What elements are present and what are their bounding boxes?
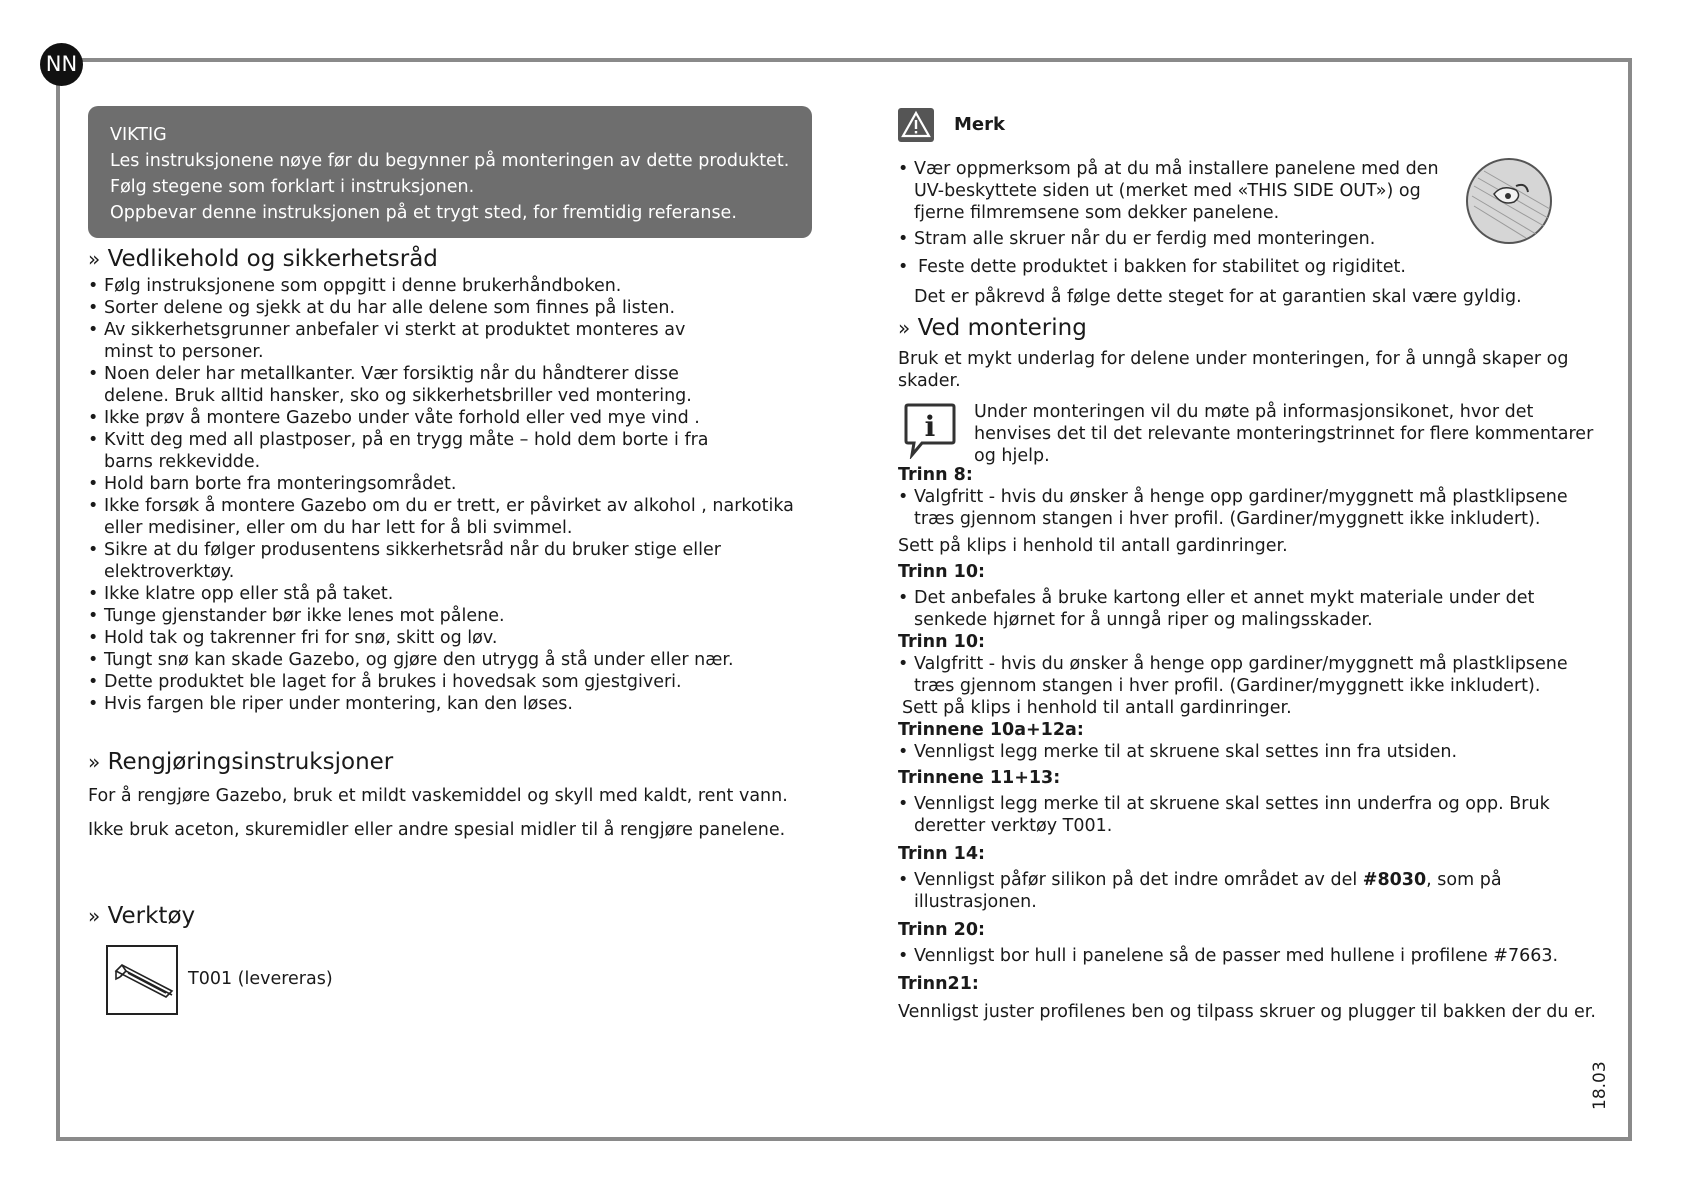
tool-t001-icon xyxy=(106,945,178,1015)
list-item: • Vennligst bor hull i panelene så de passer med hullene i profilene #7663. xyxy=(898,945,1598,967)
list-item: • Ikke forsøk å montere Gazebo om du er trett, er påvirket av alkohol , narkotika eller medisiner, eller om du har lett for å bli svimmel. xyxy=(88,495,823,539)
step-heading: Trinn21: xyxy=(898,974,979,994)
assembly-title: » Ved montering xyxy=(898,315,1087,341)
important-line: Følg stegene som forklart i instruksjonen. xyxy=(110,177,475,197)
assembly-intro: Bruk et mykt underlag for delene under monteringen, for å unngå skaper og skader. xyxy=(898,349,1569,391)
list-item: • Tunge gjenstander bør ikke lenes mot pålene. xyxy=(88,605,823,627)
note-extra: Det er påkrevd å følge dette steget for at garantien skal være gyldig. xyxy=(914,287,1522,307)
version-number: 18.03 xyxy=(1590,1061,1610,1110)
step-note: Vennligst juster profilenes ben og tilpass skruer og plugger til bakken der du er. xyxy=(898,1002,1596,1022)
maintenance-list xyxy=(88,275,823,715)
list-item: • Noen deler har metallkanter. Vær forsiktig når du håndterer disse delene. Bruk alltid hansker, sko og sikkerhetsbriller ved montering. xyxy=(88,363,744,407)
list-item: • Feste dette produktet i bakken for stabilitet og rigiditet. xyxy=(898,256,1598,278)
list-item: • Følg instruksjonene som oppgitt i denne brukerhåndboken. xyxy=(88,275,823,297)
info-text: Under monteringen vil du møte på informasjonsikonet, hvor det henvises det til det relevante monteringstrinnet for flere kommentarer og hjelp. xyxy=(974,402,1594,466)
list-item: • Sikre at du følger produsentens sikkerhetsråd når du bruker stige eller elektroverktøy. xyxy=(88,539,744,583)
maintenance-title: » Vedlikehold og sikkerhetsråd xyxy=(88,246,438,272)
step-heading: Trinn 10: xyxy=(898,562,986,582)
language-badge: NN xyxy=(40,43,83,86)
list-item: • Hold barn borte fra monteringsområdet. xyxy=(88,473,823,495)
list-item: • Valgfritt - hvis du ønsker å henge opp gardiner/myggnett må plastklipsene træs gjennom stangen i hver profil. (Gardiner/myggnett ikke inkludert). xyxy=(898,486,1598,530)
step-heading: Trinnene 11+13: xyxy=(898,768,1061,788)
step-note: Sett på klips i henhold til antall gardinringer. xyxy=(898,536,1288,556)
list-item: • Tungt snø kan skade Gazebo, og gjøre den utrygg å stå under eller nær. xyxy=(88,649,823,671)
cleaning-paragraph: Ikke bruk aceton, skuremidler eller andre spesial midler til å rengjøre panelene. xyxy=(88,820,786,840)
svg-text:i: i xyxy=(924,410,936,443)
note-first-item xyxy=(898,158,1458,224)
note-list xyxy=(898,228,1598,278)
step-heading: Trinn 10: xyxy=(898,632,986,652)
important-line: Oppbevar denne instruksjonen på et trygt sted, for fremtidig referanse. xyxy=(110,203,737,223)
cleaning-title: » Rengjøringsinstruksjoner xyxy=(88,749,394,775)
warning-icon xyxy=(898,108,934,142)
step-heading: Trinn 14: xyxy=(898,844,986,864)
list-item: • Sorter delene og sjekk at du har alle delene som finnes på listen. xyxy=(88,297,823,319)
step-heading: Trinn 20: xyxy=(898,920,986,940)
list-item: • Ikke klatre opp eller stå på taket. xyxy=(88,583,823,605)
step-heading: Trinnene 10a+12a: xyxy=(898,720,1084,740)
list-item: • Stram alle skruer når du er ferdig med monteringen. xyxy=(898,228,1598,250)
list-item: • Det anbefales å bruke kartong eller et annet mykt materiale under det senkede hjørnet for å unngå riper og malingsskader. xyxy=(898,587,1598,631)
list-item: • Kvitt deg med all plastposer, på en trygg måte – hold dem borte i fra barns rekkevidde. xyxy=(88,429,754,473)
list-item: • Hvis fargen ble riper under montering, kan den løses. xyxy=(88,693,823,715)
list-item: • Valgfritt - hvis du ønsker å henge opp gardiner/myggnett må plastklipsene træs gjennom stangen i hver profil. (Gardiner/myggnett ikke inkludert). xyxy=(898,653,1598,697)
step-note: Sett på klips i henhold til antall gardinringer. xyxy=(902,698,1292,718)
part-number: #8030 xyxy=(1362,870,1427,890)
list-item: • Av sikkerhetsgrunner anbefaler vi sterkt at produktet monteres av minst to personer. xyxy=(88,319,734,363)
list-item: • Vennligst legg merke til at skruene skal settes inn underfra og opp. Bruk deretter verktøy T001. xyxy=(898,793,1598,837)
steps-section xyxy=(898,464,1598,1023)
list-item: • Vennligst legg merke til at skruene skal settes inn fra utsiden. xyxy=(898,741,1598,763)
important-box xyxy=(88,106,812,238)
list-item: • Vær oppmerksom på at du må installere panelene med den UV-beskyttete siden ut (merket med «THIS SIDE OUT») og fjerne filmremsene som dekker panelene. xyxy=(898,158,1458,224)
important-heading: VIKTIG xyxy=(110,125,167,145)
info-icon xyxy=(902,401,956,459)
step-heading: Trinn 8: xyxy=(898,465,973,485)
tool-label: T001 (levereras) xyxy=(188,969,333,989)
list-item: • Dette produktet ble laget for å brukes i hovedsak som gjestgiveri. xyxy=(88,671,823,693)
left-column xyxy=(88,106,818,929)
list-item: • Hold tak og takrenner fri for snø, skitt og løv. xyxy=(88,627,823,649)
list-item: • Vennligst påfør silikon på det indre området av del #8030, som på illustrasjonen. xyxy=(898,869,1598,913)
tools-title: » Verktøy xyxy=(88,903,196,929)
note-title: Merk xyxy=(954,114,1005,135)
cleaning-paragraph: For å rengjøre Gazebo, bruk et mildt vaskemiddel og skyll med kaldt, rent vann. xyxy=(88,786,788,806)
list-item: • Ikke prøv å montere Gazebo under våte forhold eller ved mye vind . xyxy=(88,407,823,429)
important-line: Les instruksjonene nøye før du begynner på monteringen av dette produktet. xyxy=(110,151,790,171)
